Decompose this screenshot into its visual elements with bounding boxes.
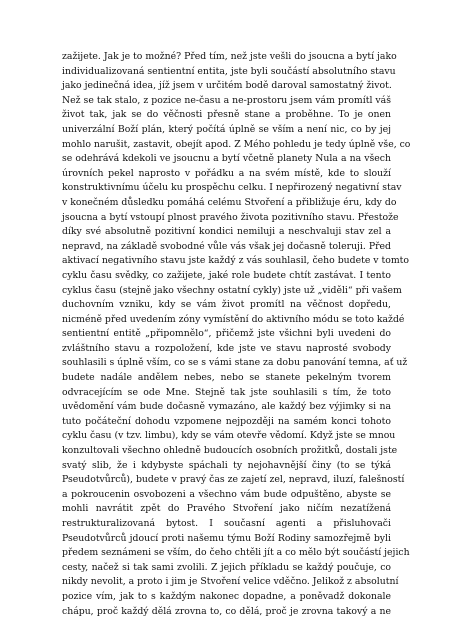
text-line-content: mohli navrátit zpět do Pravého Stvoření jako ničím nezatížená (62, 503, 391, 515)
text-line (62, 240, 391, 255)
text-line-content: souhlasili s úplně vším, co se s vámi stane za dobu panování temna, ať už (62, 357, 408, 369)
text-line-content: konzultovali všechno ohledně budoucích osobních prožitků, dostali jste (62, 445, 398, 457)
text-line-content: individualizovaná sentientní entita, jste byli součástí absolutního stavu (62, 65, 396, 77)
text-line (62, 429, 396, 444)
text-line (62, 605, 391, 620)
text-line-content: mohlo narušit, zastavit, obejít apod. Z Mého pohledu je tedy úplně vše, co (62, 138, 411, 150)
text-line-content: jsoucna a bytí vstoupí plnost pravého života pozitivního stavu. Přestože (62, 211, 399, 223)
text-line (62, 284, 402, 299)
text-line-content: svatý slib, že i kdybyste spáchali ty nejohavnější činy (to se týká (62, 459, 391, 471)
text-line (62, 517, 391, 532)
text-line-content: budete nadále andělem nebes, nebo se stanete pekelným tvorem (62, 372, 391, 384)
text-line (62, 561, 391, 576)
text-line (62, 211, 399, 226)
text-line (62, 313, 405, 328)
text-line-content: a pokroucenin osvobozeni a všechno vám bude odpuštěno, abyste se (62, 488, 391, 500)
text-line (62, 298, 391, 313)
text-line (62, 138, 411, 153)
text-line (62, 65, 396, 80)
text-line (62, 488, 391, 503)
text-line-content: život tak, jak se do věčnosti přesně stane a proběhne. To je onen (62, 109, 391, 121)
text-line (62, 94, 391, 109)
text-line-content: zvláštního stavu a rozpoložení, kde jste ve stavu naprosté svobody (62, 342, 391, 354)
text-line (62, 415, 391, 430)
text-line-content: v konečném důsledku pomáhá celému Stvoření a přibližuje éru, kdy do (62, 196, 397, 208)
text-line-content: předem seznámeni se vším, do čeho chtěli jít a co mělo být součástí jejich (62, 547, 410, 559)
text-line (62, 196, 397, 211)
text-line (62, 590, 391, 605)
text-line (62, 444, 398, 459)
text-line (62, 356, 408, 371)
text-line (62, 79, 391, 94)
text-line-content: restrukturalizovaná bytost. I současní agenti a přisluhovači (62, 518, 391, 529)
text-line-content: cyklu času svědky, co zažijete, jaké role budete chtít zastávat. I tento (62, 269, 391, 281)
text-line-content: aktivací negativního stavu jste každý z vás souhlasil, čeho budete v tomto (62, 255, 409, 267)
text-line-content: úrovních pekel naprosto v pořádku a na svém místě, kde to slouží (62, 167, 391, 179)
text-line (62, 123, 391, 138)
text-line (62, 459, 391, 474)
text-line (62, 371, 391, 386)
text-line (62, 152, 391, 167)
text-line-content: zažijete. Jak je to možné? Před tím, než jste vešli do jsoucna a bytí jako (62, 51, 397, 62)
text-line (62, 50, 397, 65)
text-line-content: díky své absolutně pozitivní kondici nemiluji a neschvaluji stav zel a (62, 226, 391, 238)
text-line-content: cesty, načež si tak sami zvolili. Z jejich příkladu se každý poučuje, co (62, 561, 391, 573)
text-line (62, 225, 391, 240)
text-line-content: nicméně před uvedením zóny vymístění do aktivního módu se toto každé (62, 313, 405, 325)
text-line-content: Pseudotvůrců), budete v pravý čas ze zajetí zel, nepravd, iluzí, falešností (62, 474, 405, 486)
text-line (62, 269, 391, 284)
text-line-content: konstruktivnímu účelu ku prospěchu celku. I nepřirozený negativní stav (62, 182, 402, 194)
text-line (62, 108, 391, 123)
text-line (62, 254, 409, 269)
text-line (62, 386, 391, 401)
text-line-content: chápu, proč každý dělá zrovna to, co dělá, proč je zrovna takový a ne (62, 605, 391, 617)
text-line (62, 327, 391, 342)
text-line (62, 575, 399, 590)
text-line-content: odvracejícím se ode Mne. Stejně tak jste souhlasili s tím, že toto (62, 386, 391, 398)
text-line (62, 167, 391, 182)
text-line-content: jako jedinečná idea, jíž jsem v určitém bodě daroval samostatný život. (62, 80, 392, 92)
text-line (62, 532, 391, 547)
text-line (62, 473, 405, 488)
text-line-content: se odehrává kdekoli ve jsoucnu a bytí včetně planety Nula a na všech (62, 153, 391, 165)
text-line-content: cyklus času (stejně jako všechny ostatní cykly) jste už „viděli“ při vašem (62, 284, 402, 296)
text-line-content: nikdy nevolit, a proto i jim je Stvoření velice vděčno. Jelikož z absolutní (62, 576, 399, 588)
text-line (62, 181, 402, 196)
text-line (62, 342, 391, 357)
text-line (62, 502, 391, 517)
text-line-content: Než se tak stalo, z pozice ne-času a ne-prostoru jsem vám promítl váš (62, 94, 391, 106)
text-line-content: pozice vím, jak to s každým nakonec dopadne, a poněvadž dokonale (62, 590, 391, 602)
text-line-content: uvědomění vám bude dočasně vymazáno, ale každý bez výjimky si na (62, 401, 391, 413)
text-line-content: tuto počáteční dohodu vzpomene nejpozději na samém konci tohoto (62, 415, 391, 427)
text-line-content: sentientní entitě „připomnělo“, přičemž jste všichni byli uvedeni do (62, 328, 391, 340)
text-line (62, 400, 391, 415)
text-line-content: cyklu času (v tzv. limbu), kdy se vám otevře vědomí. Když jste se mnou (62, 430, 396, 442)
text-line-content: univerzální Boží plán, který počítá úplně se vším a není nic, co by jej (62, 123, 391, 135)
text-line-content: Pseudotvůrců jdoucí proti našemu týmu Boží Rodiny samozřejmě byli (62, 532, 391, 544)
text-line (62, 546, 410, 561)
text-line-content: nepravd, na základě svobodné vůle vás však jej dočasně toleruji. Před (62, 240, 391, 252)
body-text (62, 50, 411, 619)
text-line-content: duchovním vzniku, kdy se vám život promítl na věčnost dopředu, (62, 299, 391, 311)
